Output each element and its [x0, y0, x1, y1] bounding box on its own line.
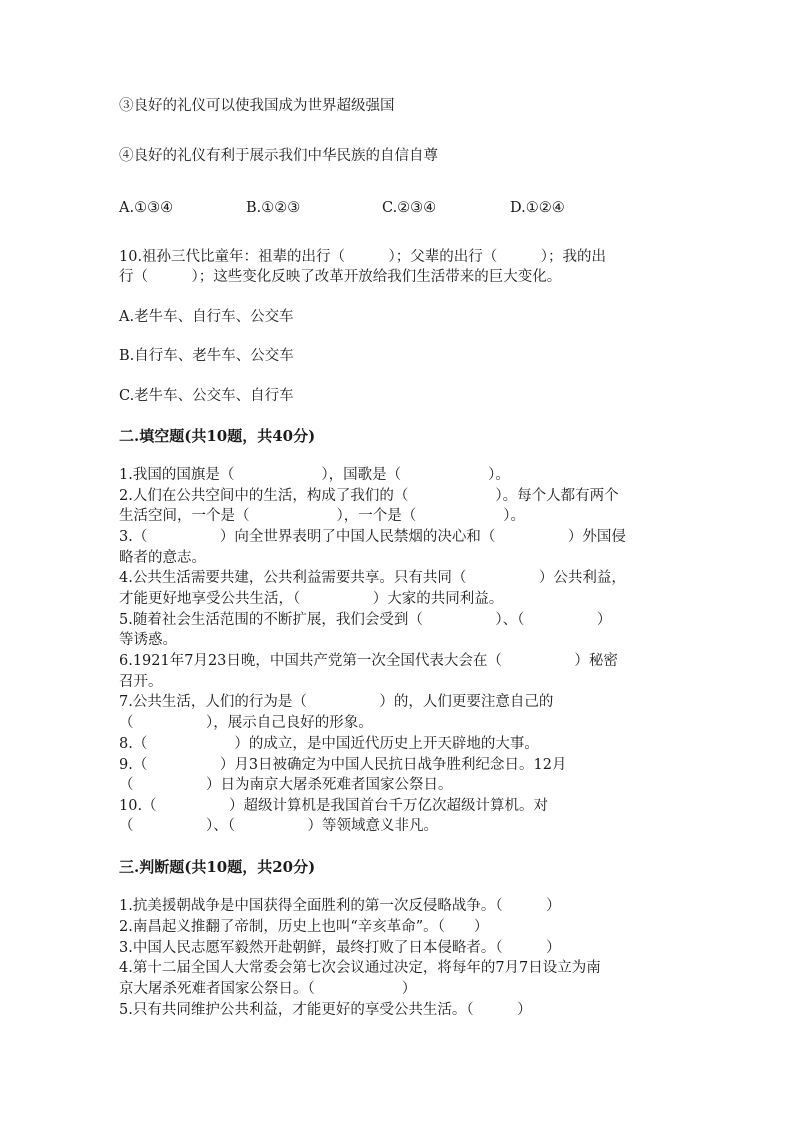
- fill-line: 5.随着社会生活范围的不断扩展，我们会受到（ ）、（ ）: [119, 612, 612, 628]
- section-3-title: 三.判断题(共10题，共20分): [119, 858, 316, 876]
- q9-option-b: B.①②③: [246, 200, 301, 216]
- q10-option-b: B.自行车、老牛车、公交车: [119, 348, 294, 364]
- judge-line: 1.抗美援朝战争是中国获得全面胜利的第一次反侵略战争。（ ）: [119, 898, 561, 914]
- q9-option-c: C.②③④: [382, 200, 437, 216]
- fill-line: 8.（ ）的成立，是中国近代历史上开天辟地的大事。: [119, 736, 539, 752]
- q10-option-a: A.老牛车、自行车、公交车: [119, 309, 294, 325]
- q9-statement-3: ③良好的礼仪可以使我国成为世界超级强国: [119, 98, 395, 114]
- fill-line: 9.（ ）月3日被确定为中国人民抗日战争胜利纪念日。12月: [119, 757, 567, 773]
- fill-line: 才能更好地享受公共生活，（ ）大家的共同利益。: [119, 591, 504, 607]
- fill-line: （ ），展示自己良好的形象。: [119, 715, 373, 731]
- fill-line: （ ）、（ ）等领域意义非凡。: [119, 818, 438, 834]
- fill-line: 4.公共生活需要共建，公共利益需要共享。只有共同（ ）公共利益，: [119, 570, 626, 586]
- judge-line: 3.中国人民志愿军毅然开赴朝鲜，最终打败了日本侵略者。（ ）: [119, 940, 561, 956]
- fill-line: （ ）日为南京大屠杀死难者国家公祭日。: [119, 777, 453, 793]
- fill-line: 2.人们在公共空间中的生活，构成了我们的（ ）。每个人都有两个: [119, 488, 619, 504]
- q10-line-2: 行（ ）；这些变化反映了改革开放给我们生活带来的巨大变化。: [119, 269, 562, 285]
- fill-line: 生活空间，一个是（ ），一个是（ ）。: [119, 508, 525, 524]
- fill-line: 10.（ ）超级计算机是我国首台千万亿次超级计算机。对: [119, 798, 549, 814]
- fill-line: 1.我国的国旗是（ ），国歌是（ ）。: [119, 467, 510, 483]
- q9-statement-4: ④良好的礼仪有利于展示我们中华民族的自信自尊: [119, 148, 438, 164]
- fill-line: 召开。: [119, 674, 163, 690]
- fill-line: 7.公共生活，人们的行为是（ ）的，人们更要注意自己的: [119, 694, 554, 710]
- judge-line: 京大屠杀死难者国家公祭日。（ ）: [119, 981, 417, 997]
- section-2-title: 二.填空题(共10题，共40分): [119, 427, 316, 445]
- fill-line: 等诱惑。: [119, 632, 177, 648]
- judge-line: 4.第十二届全国人大常委会第七次会议通过决定，将每年的7月7日设立为南: [119, 960, 601, 976]
- judge-line: 2.南昌起义推翻了帝制，历史上也叫“辛亥革命”。（ ）: [119, 919, 489, 935]
- q10-option-c: C.老牛车、公交车、自行车: [119, 388, 294, 404]
- q10-line-1: 10.祖孙三代比童年：祖辈的出行（ ）；父辈的出行（ ）；我的出: [119, 249, 607, 265]
- judge-line: 5.只有共同维护公共利益，才能更好的享受公共生活。（ ）: [119, 1002, 532, 1018]
- q9-option-a: A.①③④: [119, 200, 174, 216]
- fill-line: 略者的意志。: [119, 550, 206, 566]
- fill-line: 6.1921年7月23日晚，中国共产党第一次全国代表大会在（ ）秘密: [119, 653, 618, 669]
- fill-line: 3.（ ）向全世界表明了中国人民禁烟的决心和（ ）外国侵: [119, 529, 626, 545]
- q9-option-d: D.①②④: [510, 200, 565, 216]
